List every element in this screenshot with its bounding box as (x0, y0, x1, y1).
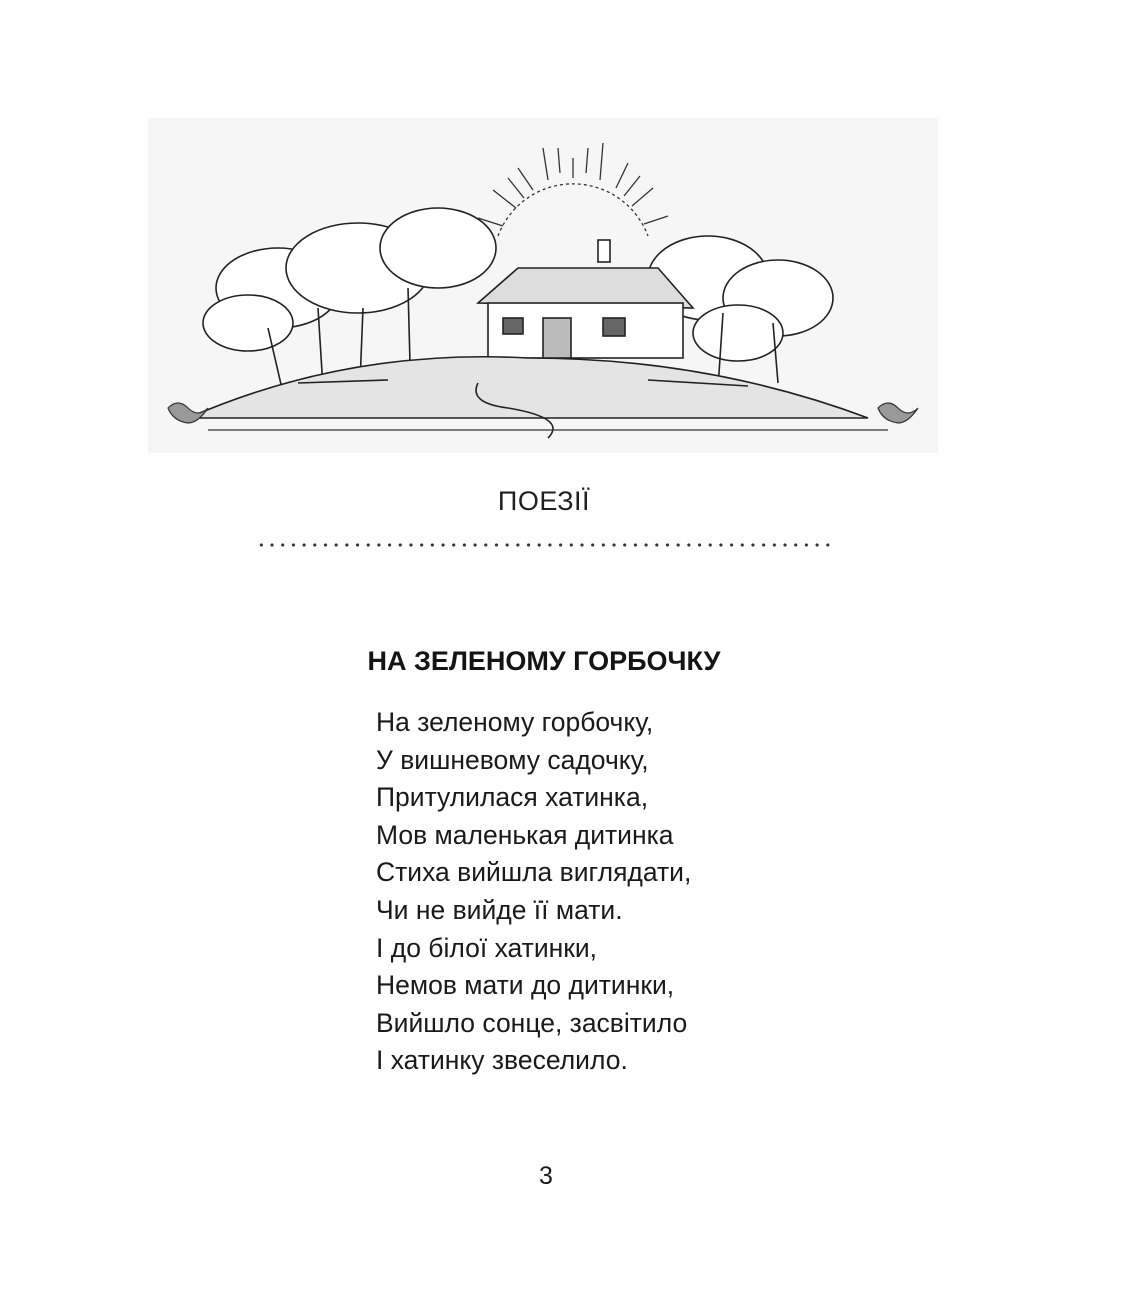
poem-line: Притулилася хатинка, (376, 782, 649, 813)
hill (188, 357, 868, 438)
poem-line: І хатинку звеселило. (376, 1045, 628, 1076)
poem-line: Стиха вийшла виглядати, (376, 857, 692, 888)
poem-line: Чи не вийде її мати. (376, 894, 623, 925)
poem-stanza (376, 704, 691, 1080)
house-on-hill-illustration (148, 118, 938, 453)
poem-line: Мов маленькая дитинка (376, 819, 674, 850)
sun-icon (478, 143, 668, 236)
poem-line: На зеленому горбочку, (376, 707, 654, 737)
poem-line: Немов мати до дитинки, (376, 970, 675, 1001)
poem-title: НА ЗЕЛЕНОМУ ГОРБОЧКУ (367, 646, 721, 676)
page-number: 3 (539, 1162, 553, 1190)
poem-line: Вийшло сонце, засвітило (376, 1007, 688, 1038)
poem-line: У вишневому садочку, (376, 744, 649, 775)
dotted-divider (256, 543, 834, 547)
section-heading: ПОЕЗІЇ (497, 486, 591, 516)
poem-line: І до білої хатинки, (376, 932, 598, 963)
